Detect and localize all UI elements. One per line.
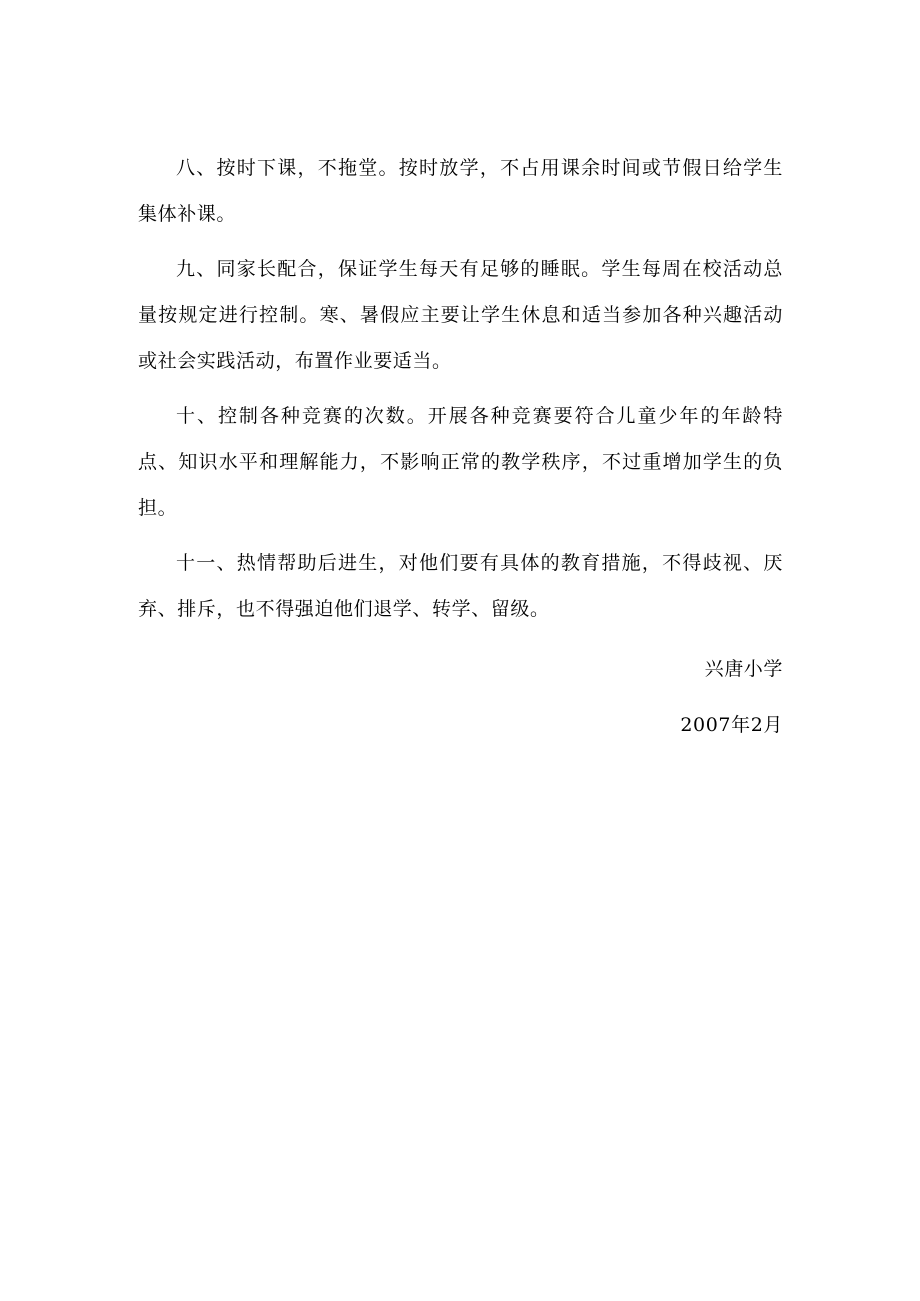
paragraph-9: 九、同家长配合，保证学生每天有足够的睡眠。学生每周在校活动总量按规定进行控制。寒、暑假应主要让学生休息和适当参加各种兴趣活动或社会实践活动，布置作业要适当。 (138, 258, 783, 372)
paragraph-8: 八、按时下课，不拖堂。按时放学，不占用课余时间或节假日给学生集体补课。 (138, 157, 783, 225)
document-page (138, 145, 783, 753)
signature-date: 2007年2月 (680, 714, 783, 736)
signature-school: 兴唐小学 (704, 658, 783, 680)
paragraph-10: 十、控制各种竞赛的次数。开展各种竞赛要符合儿童少年的年龄特点、知识水平和理解能力，不影响正常的教学秩序，不过重增加学生的负担。 (138, 405, 783, 519)
paragraph-11: 十一、热情帮助后进生，对他们要有具体的教育措施，不得歧视、厌弃、排斥，也不得强迫他们退学、转学、留级。 (138, 552, 783, 620)
